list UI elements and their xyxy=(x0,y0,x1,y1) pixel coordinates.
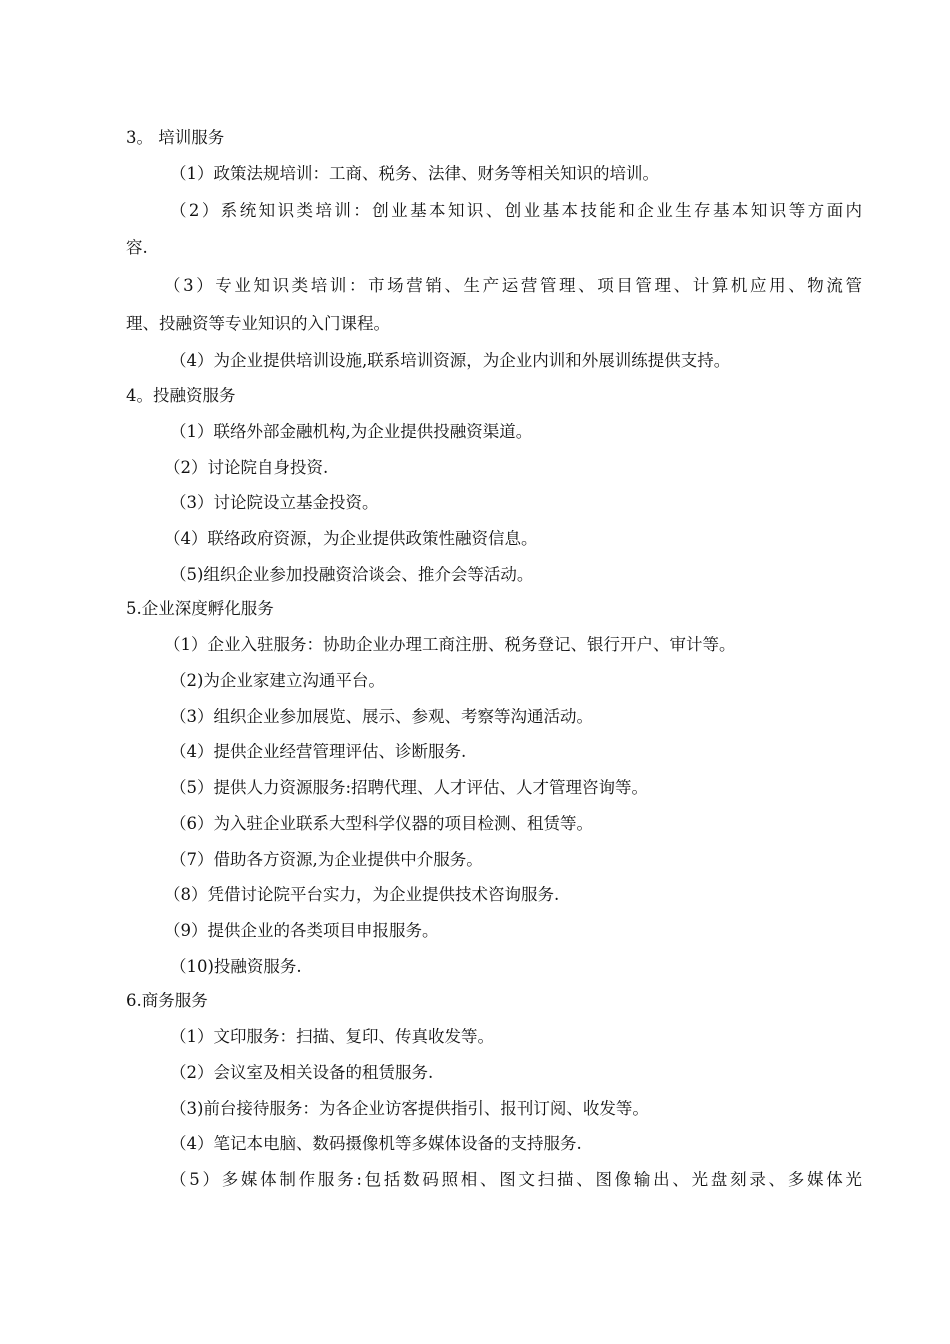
list-item: （4）笔记本电脑、数码摄像机等多媒体设备的支持服务. xyxy=(170,1134,582,1153)
section-heading-incubation: 5.企业深度孵化服务 xyxy=(126,599,274,618)
list-item: （2）会议室及相关设备的租赁服务. xyxy=(170,1063,434,1082)
list-item: （3)前台接待服务：为各企业访客提供指引、报刊订阅、收发等。 xyxy=(170,1099,649,1118)
list-item: （2）系统知识类培训：创业基本知识、创业基本技能和企业生存基本知识等方面内 xyxy=(170,201,862,220)
list-item: （5）多媒体制作服务:包括数码照相、图文扫描、图像输出、光盘刻录、多媒体光 xyxy=(170,1170,862,1189)
list-item: （1）文印服务：扫描、复印、传真收发等。 xyxy=(170,1027,494,1046)
list-item: （8）凭借讨论院平台实力，为企业提供技术咨询服务. xyxy=(164,885,560,904)
list-item: （4）为企业提供培训设施,联系培训资源，为企业内训和外展训练提供支持。 xyxy=(170,351,731,370)
list-item: （3）专业知识类培训：市场营销、生产运营管理、项目管理、计算机应用、物流管 xyxy=(164,276,862,295)
list-item-continuation: 理、投融资等专业知识的入门课程。 xyxy=(126,314,390,333)
list-item: （5)组织企业参加投融资洽谈会、推介会等活动。 xyxy=(170,565,534,584)
list-item: （3）讨论院设立基金投资。 xyxy=(170,493,379,512)
list-item: （10)投融资服务. xyxy=(170,957,302,976)
list-item: （6）为入驻企业联系大型科学仪器的项目检测、租赁等。 xyxy=(170,814,593,833)
list-item: （1）联络外部金融机构,为企业提供投融资渠道。 xyxy=(170,422,533,441)
section-heading-training: 3。 培训服务 xyxy=(126,128,225,147)
list-item: （1）企业入驻服务：协助企业办理工商注册、税务登记、银行开户、审计等。 xyxy=(164,635,736,654)
list-item-continuation: 容. xyxy=(126,238,148,257)
list-item: （3）组织企业参加展览、展示、参观、考察等沟通活动。 xyxy=(170,707,593,726)
list-item: （2)为企业家建立沟通平台。 xyxy=(170,671,385,690)
list-item: （4）提供企业经营管理评估、诊断服务. xyxy=(170,742,467,761)
list-item: （2）讨论院自身投资. xyxy=(164,458,329,477)
list-item: （5）提供人力资源服务:招聘代理、人才评估、人才管理咨询等。 xyxy=(170,778,649,797)
list-item: （9）提供企业的各类项目申报服务。 xyxy=(164,921,439,940)
list-item: （1）政策法规培训：工商、税务、法律、财务等相关知识的培训。 xyxy=(170,164,659,183)
section-heading-business: 6.商务服务 xyxy=(126,991,208,1010)
list-item: （7）借助各方资源,为企业提供中介服务。 xyxy=(170,850,483,869)
section-heading-investment: 4。投融资服务 xyxy=(126,386,236,405)
list-item: （4）联络政府资源，为企业提供政策性融资信息。 xyxy=(164,529,538,548)
